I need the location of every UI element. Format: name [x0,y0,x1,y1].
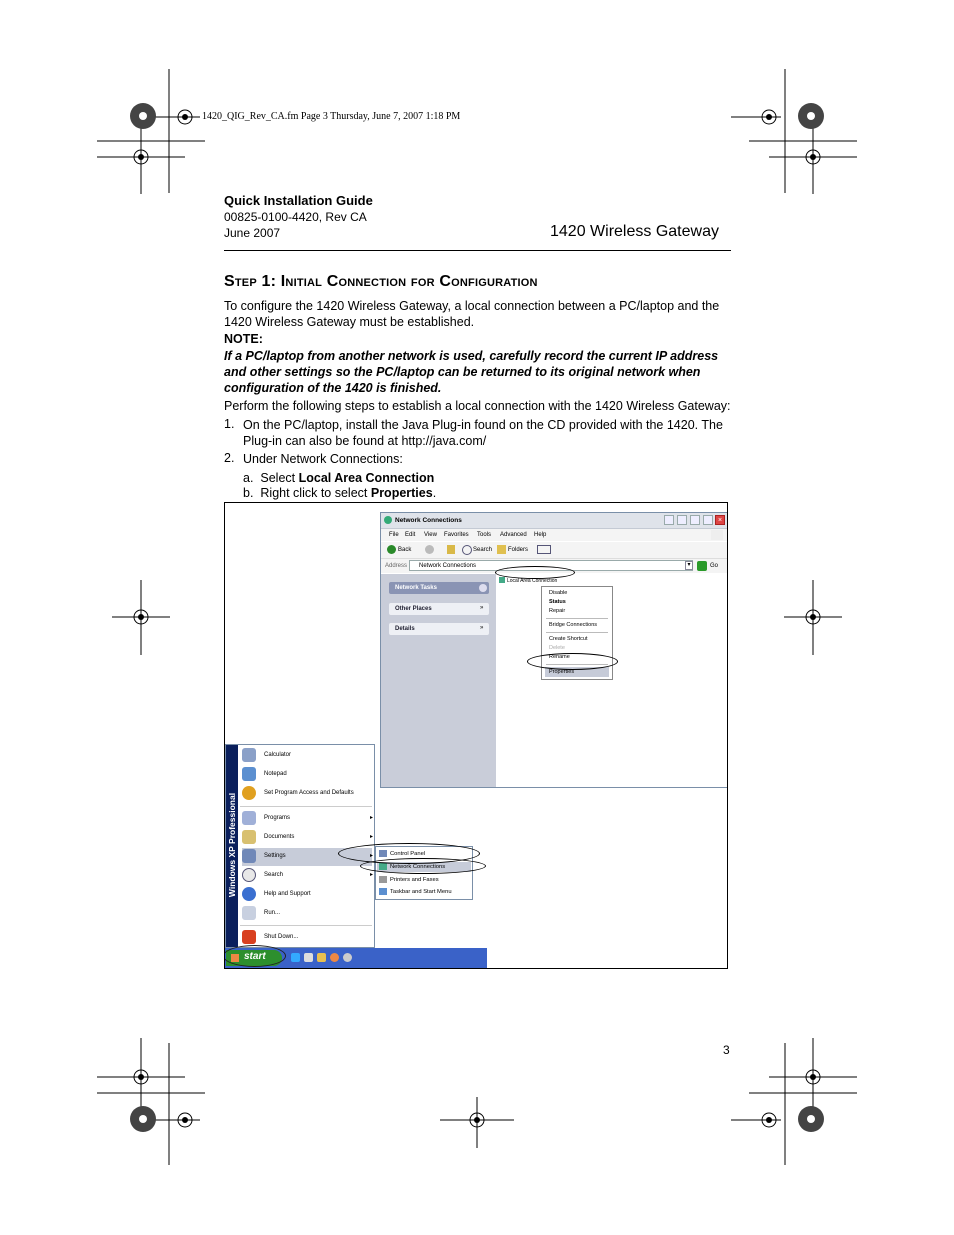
doc-number: 00825-0100-4420, Rev CA [224,210,367,224]
guide-title: Quick Installation Guide [224,193,373,208]
task-label: Network Tasks [395,585,437,591]
address-label: Address [385,563,408,569]
task-label: Other Places [395,606,432,612]
ctx-repair[interactable]: Repair [549,608,566,614]
media-player-icon[interactable] [343,953,352,962]
settings-icon [242,849,256,863]
list-item-text: Under Network Connections: [243,452,403,466]
edition-label: Windows XP Professional [227,792,237,898]
windows-xp-band [226,745,238,947]
header-rule [224,250,731,251]
list-item-number: 1. [224,417,235,431]
note-text: If a PC/laptop from another network is used, carefully record the current IP address and other settings so the PC/laptop can be returned to its original network when configuration of the 1420 is finished. [224,349,719,395]
sub-item-a: a. Select Local Area Connection [243,471,435,485]
start-item-label: Notepad [264,771,287,777]
submenu-control-panel[interactable]: Control Panel [390,851,426,857]
submenu-taskbar-start-menu[interactable]: Taskbar and Start Menu [390,889,452,895]
ie-icon[interactable] [291,953,300,962]
start-item-set-program-access[interactable] [242,785,372,803]
submenu-printers-faxes[interactable]: Printers and Faxes [390,877,439,883]
note-label: NOTE: [224,332,263,346]
task-label: Details [395,626,415,632]
sub-item-b: b. Right click to select Properties. [243,486,437,500]
run-icon [242,906,256,920]
list-item-text: On the PC/laptop, install the Java Plug-in found on the CD provided with the 1420. The Plug-in can also be found at http://java.com/ [243,418,723,448]
network-icon [384,516,392,524]
menu-edit[interactable]: Edit [405,532,416,538]
go-icon[interactable] [697,561,707,571]
search-icon[interactable] [462,545,472,555]
search-icon [242,868,256,882]
firefox-icon[interactable] [330,953,339,962]
menu-bar [381,529,727,541]
go-button[interactable]: Go [710,563,719,569]
menu-view[interactable]: View [424,532,437,538]
highlight-ellipse [360,858,486,874]
ctx-bridge-connections[interactable]: Bridge Connections [549,622,598,628]
start-item-programs[interactable] [242,810,372,828]
start-item-notepad[interactable] [242,766,372,784]
ctx-rename[interactable]: Rename [549,654,570,660]
ctx-status[interactable]: Status [549,599,566,605]
window-title: Network Connections [395,517,462,524]
product-name: 1420 Wireless Gateway [550,223,719,240]
documents-icon [242,830,256,844]
submenu-network-connections[interactable]: Network Connections [390,864,446,870]
restore-icon[interactable] [703,515,713,525]
lan-connection-icon[interactable] [499,577,505,583]
back-button[interactable]: Back [398,547,412,553]
folders-icon[interactable] [497,545,506,554]
task-other-places[interactable] [389,603,489,615]
chevron-down-icon[interactable]: ▾ [685,561,693,570]
search-button[interactable]: Search [473,547,493,553]
submenu-arrow-icon: ▸ [370,834,374,840]
ctx-properties[interactable]: Properties [549,669,575,675]
start-item-calculator[interactable] [242,747,372,765]
submenu-arrow-icon: ▸ [370,853,374,859]
local-area-connection[interactable]: Local Area Connection [507,578,558,584]
explorer-icon[interactable] [317,953,326,962]
windows-logo-icon [711,530,723,540]
ctx-create-shortcut[interactable]: Create Shortcut [549,636,588,642]
menu-advanced[interactable]: Advanced [500,532,527,538]
start-item-label: Calculator [264,752,292,758]
forward-icon[interactable] [425,545,434,554]
start-item-run[interactable] [242,905,372,923]
task-network-tasks[interactable] [389,582,489,594]
highlight-ellipse [224,945,286,967]
start-item-search[interactable] [242,867,372,885]
collapse-icon[interactable] [479,584,487,592]
program-access-icon [242,786,256,800]
menu-favorites[interactable]: Favorites [444,532,469,538]
start-item-documents[interactable] [242,829,372,847]
page-number: 3 [723,1043,730,1057]
address-value: Network Connections [419,563,477,569]
start-item-label: Search [264,872,284,878]
up-folder-icon[interactable] [447,545,455,554]
step-heading: Step 1: Initial Connection for Configuration [224,273,538,290]
toolbar [381,542,727,559]
views-icon[interactable] [537,545,551,554]
calculator-icon [242,748,256,762]
expand-icon[interactable]: » [480,625,484,631]
menu-tools[interactable]: Tools [477,532,492,538]
start-item-label: Programs [264,815,291,821]
expand-icon[interactable]: » [480,605,484,611]
programs-icon [242,811,256,825]
screenshot-figure [224,502,728,969]
notepad-icon [242,767,256,781]
task-pane [381,574,496,787]
help-icon [242,887,256,901]
back-icon[interactable] [387,545,396,554]
task-details[interactable] [389,623,489,635]
taskbar-icon [379,888,387,895]
start-label: start [244,951,266,962]
perform-paragraph: Perform the following steps to establish a local connection with the 1420 Wireless Gateway: [224,399,731,413]
start-item-label: Run... [264,910,281,916]
start-item-help[interactable] [242,886,372,904]
file-slug: 1420_QIG_Rev_CA.fm Page 3 Thursday, June 7, 2007 1:18 PM [202,111,461,122]
close-icon[interactable]: × [715,515,725,525]
help-icon[interactable] [664,515,674,525]
ctx-delete: Delete [549,645,565,651]
submenu-arrow-icon: ▸ [370,815,374,821]
minimize-icon[interactable] [677,515,687,525]
printer-icon [379,876,387,883]
window-titlebar [381,513,727,529]
submenu-arrow-icon: ▸ [370,872,374,878]
show-desktop-icon[interactable] [304,953,313,962]
highlight-ellipse [527,653,618,670]
start-item-label: Settings [264,853,286,859]
start-item-label: Shut Down... [264,934,299,940]
start-item-label: Help and Support [264,891,311,897]
start-item-label: Documents [264,834,295,840]
power-icon [242,930,256,944]
intro-paragraph: To configure the 1420 Wireless Gateway, a local connection between a PC/laptop and the 1420 Wireless Gateway must be established. [224,299,720,329]
folders-button[interactable]: Folders [508,547,529,553]
doc-date: June 2007 [224,226,281,240]
ctx-disable[interactable]: Disable [549,590,568,596]
list-item-number: 2. [224,451,235,465]
menu-file[interactable]: File [389,532,399,538]
network-connections-window [380,512,728,788]
maximize-icon[interactable] [690,515,700,525]
menu-help[interactable]: Help [534,532,547,538]
highlight-ellipse [495,566,575,579]
start-item-label: Set Program Access and Defaults [264,790,354,796]
